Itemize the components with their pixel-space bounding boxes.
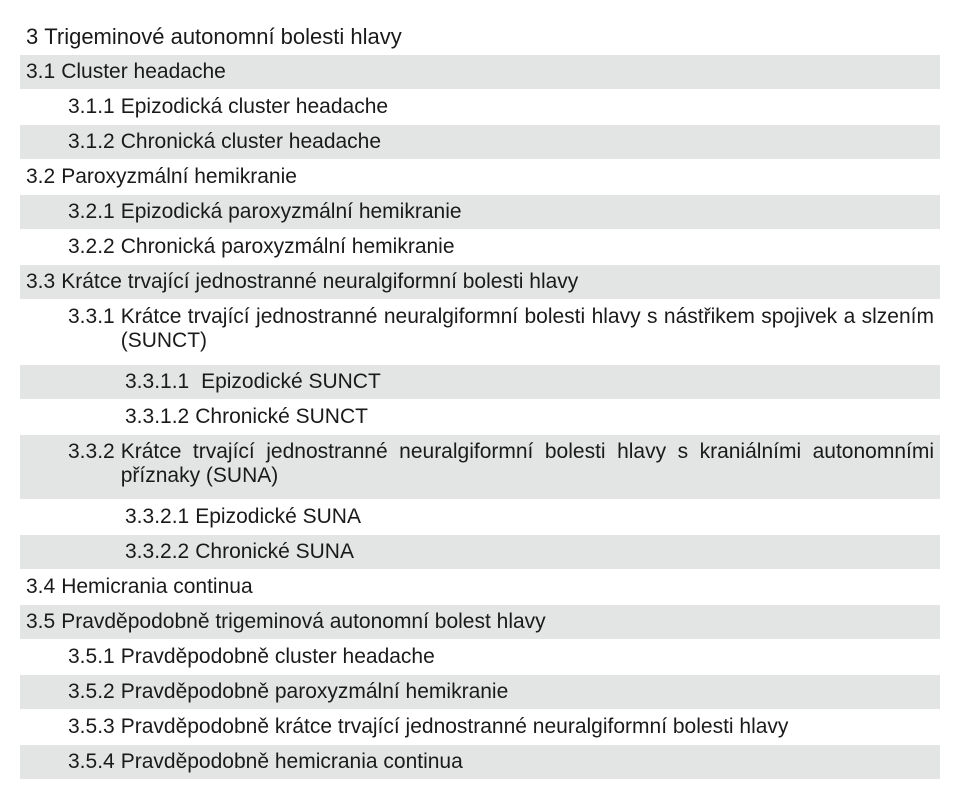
table-row xyxy=(20,265,940,300)
table-row xyxy=(20,195,940,230)
row-number: 3.3.2.1 xyxy=(125,505,190,528)
row-number: 3.5.1 xyxy=(68,645,115,668)
table-row xyxy=(20,535,940,570)
row-label: Krátce trvající jednostranné neuralgiformní bolesti hlavy s nástřikem spojivek a slzením (SUNCT) xyxy=(120,305,934,352)
row-number: 3.3.2 xyxy=(68,440,115,463)
row-label: Epizodická paroxyzmální hemikranie xyxy=(120,200,462,223)
table-row xyxy=(20,55,940,90)
table-row xyxy=(20,570,940,605)
row-number: 3.3 xyxy=(26,270,56,293)
row-label: Pravděpodobně krátce trvající jednostranné neuralgiformní bolesti hlavy xyxy=(120,715,789,738)
row-label: Hemicrania continua xyxy=(61,575,253,598)
table-row xyxy=(20,400,940,435)
row-label: Pravděpodobně paroxyzmální hemikranie xyxy=(120,680,509,703)
row-label: Epizodické SUNCT xyxy=(201,370,381,393)
table-row xyxy=(20,605,940,640)
row-label: Krátce trvající jednostranné neuralgiformní bolesti hlavy s kraniálními autonomními příznaky (SUNA) xyxy=(120,440,934,487)
row-number: 3.3.2.2 xyxy=(125,540,190,563)
row-number: 3.1.1 xyxy=(68,95,115,118)
table-row xyxy=(20,160,940,195)
table-row xyxy=(20,20,940,55)
row-label: Chronické SUNA xyxy=(195,540,354,563)
row-number: 3.5.2 xyxy=(68,680,115,703)
row-number: 3.5.3 xyxy=(68,715,115,738)
table-row xyxy=(20,90,940,125)
row-label: Epizodické SUNA xyxy=(195,505,361,528)
row-number: 3.5.4 xyxy=(68,750,115,773)
row-label: Epizodická cluster headache xyxy=(120,95,389,118)
table-row xyxy=(20,300,940,365)
row-label: Pravděpodobně cluster headache xyxy=(120,645,435,668)
row-label: Chronické SUNCT xyxy=(195,405,368,428)
table-row xyxy=(20,640,940,675)
row-number: 3.4 xyxy=(26,575,56,598)
table-row xyxy=(20,710,940,745)
table-row xyxy=(20,125,940,160)
table-row xyxy=(20,500,940,535)
row-number: 3.5 xyxy=(26,610,56,633)
row-label: Pravděpodobně hemicrania continua xyxy=(120,750,463,773)
row-label: Pravděpodobně trigeminová autonomní bolest hlavy xyxy=(61,610,546,633)
row-number: 3.2 xyxy=(26,165,56,188)
row-number: 3.2.1 xyxy=(68,200,115,223)
row-label: Trigeminové autonomní bolesti hlavy xyxy=(44,24,402,49)
row-label: Krátce trvající jednostranné neuralgiformní bolesti hlavy xyxy=(61,270,579,293)
table-row xyxy=(20,435,940,500)
row-number: 3.3.1 xyxy=(68,305,115,328)
table-row xyxy=(20,745,940,780)
table-row xyxy=(20,365,940,400)
row-label: Chronická paroxyzmální hemikranie xyxy=(120,235,455,258)
row-number: 3.3.1.2 xyxy=(125,405,190,428)
row-number: 3 xyxy=(26,24,39,49)
row-label: Chronická cluster headache xyxy=(120,130,382,153)
row-number: 3.1.2 xyxy=(68,130,115,153)
row-number: 3.2.2 xyxy=(68,235,115,258)
row-label: Paroxyzmální hemikranie xyxy=(61,165,297,188)
row-number: 3.1 xyxy=(26,60,56,83)
row-number: 3.3.1.1 xyxy=(125,370,196,393)
table-row xyxy=(20,230,940,265)
classification-table xyxy=(20,20,940,780)
table-row xyxy=(20,675,940,710)
row-label: Cluster headache xyxy=(61,60,226,83)
